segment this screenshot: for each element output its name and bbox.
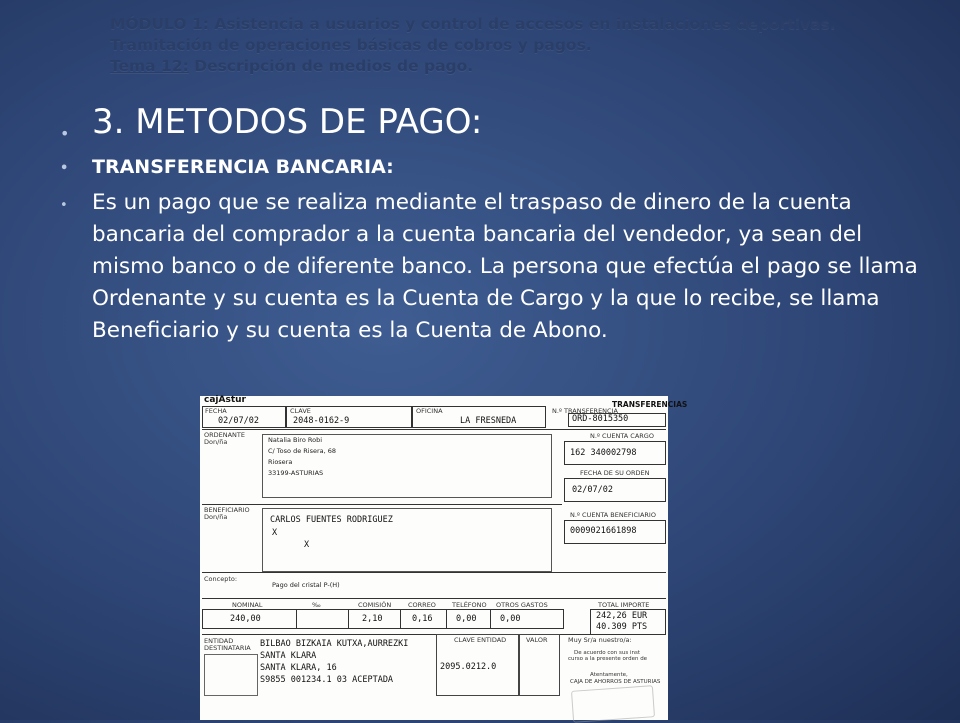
otros-value: 0,00	[500, 614, 521, 624]
col-nominal: NOMINAL	[232, 601, 263, 609]
concepto-label: Concepto:	[204, 575, 238, 583]
bullet-list	[60, 100, 920, 347]
beneficiario-label: BENEFICIARIO	[204, 506, 250, 514]
header-lesson-text: Descripción de medios de pago.	[188, 57, 474, 75]
clave-value: 2048-0162-9	[293, 416, 350, 426]
entidad-line-2: SANTA KLARA	[260, 651, 317, 661]
clave-entidad-value: 2095.0212.0	[440, 662, 497, 672]
acuerdo-line-1: De acuerdo con sus inst	[574, 650, 641, 656]
fecha-label: FECHA	[205, 407, 227, 415]
bullet-body: • Es un pago que se realiza mediante el traspaso de dinero de la cuenta bancaria del comprador a la cuenta bancaria del vendedor, ya sean del mismo banco o de diferente banco. La persona que efectúa el pago se llama Ordenante y su cuenta es la Cuenta de Cargo y la que lo recibe, se llama Beneficiario y su cuenta es la Cuenta de Abono.	[60, 187, 920, 347]
col-correo: CORREO	[408, 601, 436, 609]
ordenante-line-1: Natalia Biro Robi	[268, 436, 323, 444]
transfer-form-image	[200, 395, 688, 720]
col-comision: COMISIÓN	[358, 601, 392, 609]
entidad-line-3: SANTA KLARA, 16	[260, 663, 337, 673]
atentamente-text: Atentamente,	[590, 672, 628, 678]
entidad-line-4: S9855 001234.1 03 ACEPTADA	[260, 675, 394, 685]
oficina-label: OFICINA	[416, 407, 443, 415]
beneficiario-mark-1: X	[272, 528, 278, 538]
bullet-title: • 3. METODOS DE PAGO:	[60, 100, 920, 144]
beneficiario-mark-2: X	[304, 540, 310, 550]
header-lesson-label: Tema 12:	[110, 57, 189, 75]
cuenta-cargo-value: 162 340002798	[570, 448, 637, 458]
entidad-stamp-box	[204, 654, 258, 696]
nominal-value: 240,00	[230, 614, 261, 624]
valor-label: VALOR	[526, 636, 548, 644]
entidad-label-1: ENTIDAD	[204, 637, 234, 645]
correo-value: 0,16	[412, 614, 433, 624]
fecha-orden-value: 02/07/02	[572, 485, 613, 495]
doc-type-label: TRANSFERENCIAS	[612, 400, 688, 409]
total-eur-value: 242,26 EUR	[596, 611, 648, 621]
beneficiario-donna-label: Don/ña	[204, 513, 228, 521]
header-lesson-line	[110, 56, 930, 77]
bullet-subtitle: • TRANSFERENCIA BANCARIA:	[60, 154, 920, 180]
concepto-value: Pago del cristal P-(H)	[272, 581, 340, 589]
bank-stamp	[571, 685, 655, 723]
oficina-value: LA FRESNEDA	[460, 416, 517, 426]
slide-header	[110, 14, 930, 77]
clave-entidad-label: CLAVE ENTIDAD	[454, 636, 507, 644]
entidad-label-2: DESTINATARIA	[204, 644, 251, 652]
entidad-line-1: BILBAO BIZKAIA KUTXA,AURREZKI	[260, 639, 409, 649]
num-transferencia-label: N.º TRANSFERENCIA	[552, 407, 618, 415]
fecha-orden-label: FECHA DE SU ORDEN	[580, 469, 650, 477]
ordenante-label: ORDENANTE	[204, 431, 245, 439]
col-pct: ‰	[312, 601, 321, 609]
muy-sr-text: Muy Sr/a nuestro/a:	[568, 636, 632, 644]
fecha-value: 02/07/02	[218, 416, 259, 426]
telefono-value: 0,00	[456, 614, 477, 624]
header-module-line: MÓDULO 1: Asistencia a usuarios y control de accesos en instalaciones deportivas.	[110, 15, 836, 33]
ordenante-line-3: Riosera	[268, 458, 293, 466]
clave-label: CLAVE	[290, 407, 311, 415]
cuenta-beneficiario-value: 00090216618​98	[570, 526, 637, 536]
beneficiario-value: CARLOS FUENTES RODRIGUEZ	[270, 515, 393, 525]
beneficiario-box	[262, 508, 552, 572]
col-telefono: TELÉFONO	[452, 601, 487, 609]
cuenta-cargo-label: N.º CUENTA CARGO	[590, 432, 654, 440]
bank-logo-text: cajAstur	[204, 395, 246, 405]
ordenante-line-2: C/ Toso de Risera, 68	[268, 447, 337, 455]
acuerdo-line-2: curso a la presente orden de	[568, 656, 648, 662]
ordenante-box	[262, 434, 552, 498]
col-total: TOTAL IMPORTE	[598, 601, 650, 609]
caja-name-text: CAJA DE AHORROS DE ASTURIAS	[570, 679, 661, 685]
total-pts-value: 40.309 PTS	[596, 622, 648, 632]
ordenante-line-4: 33199-ASTURIAS	[268, 469, 324, 477]
col-otros: OTROS GASTOS	[496, 601, 548, 609]
comision-value: 2,10	[362, 614, 383, 624]
cuenta-beneficiario-label: N.º CUENTA BENEFICIARIO	[570, 511, 656, 519]
header-topic-line: Tramitación de operaciones básicas de cobros y pagos.	[110, 36, 592, 54]
num-transferencia-value: ORD-8015350	[572, 414, 629, 424]
ordenante-donna-label: Don/ña	[204, 438, 228, 446]
